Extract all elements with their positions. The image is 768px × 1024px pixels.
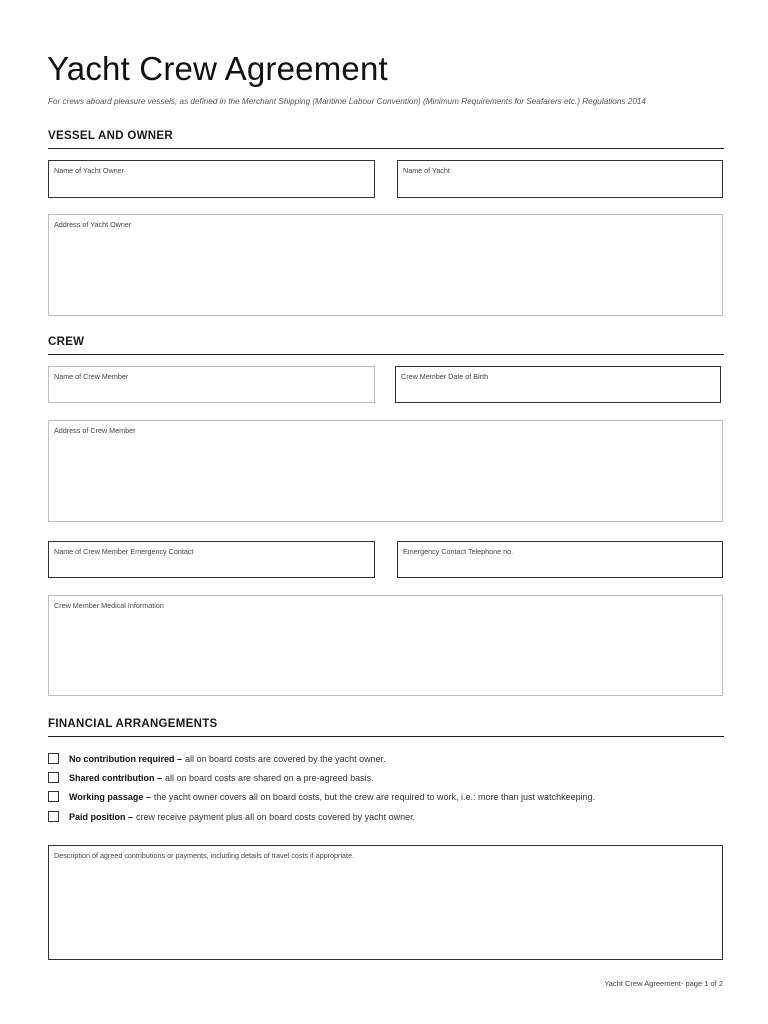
- yacht-name-field[interactable]: [397, 160, 723, 198]
- crew-address-field[interactable]: [48, 420, 723, 522]
- emergency-contact-label: Name of Crew Member Emergency Contact: [54, 547, 194, 556]
- medical-info-field[interactable]: [48, 595, 723, 696]
- owner-name-label: Name of Yacht Owner: [54, 166, 125, 175]
- option-title: Shared contribution –: [69, 772, 163, 783]
- shared-contribution-checkbox[interactable]: [48, 772, 59, 783]
- yacht-name-label: Name of Yacht: [403, 166, 450, 175]
- option-no-contribution: [48, 753, 386, 764]
- working-passage-checkbox[interactable]: [48, 791, 59, 802]
- option-text: the yacht owner covers all on board costs, but the crew are required to work, i.e.: more than just watchkeeping.: [153, 791, 596, 802]
- option-text: all on board costs are shared on a pre-agreed basis.: [165, 772, 374, 783]
- page-title: Yacht Crew Agreement: [47, 50, 388, 87]
- option-text: all on board costs are covered by the yacht owner.: [185, 753, 386, 764]
- section-heading-vessel: VESSEL AND OWNER: [48, 130, 724, 149]
- emergency-contact-field[interactable]: [48, 541, 375, 578]
- option-text: crew receive payment plus all on board costs covered by yacht owner.: [136, 811, 416, 822]
- contribution-description-field[interactable]: [48, 845, 723, 960]
- crew-dob-label: Crew Member Date of Birth: [401, 372, 489, 381]
- option-working-passage: [48, 791, 595, 802]
- paid-position-checkbox[interactable]: [48, 811, 59, 822]
- crew-name-field[interactable]: [48, 366, 375, 403]
- owner-name-field[interactable]: [48, 160, 375, 198]
- option-title: Paid position –: [69, 811, 134, 822]
- section-heading-crew: CREW: [48, 336, 724, 355]
- crew-name-label: Name of Crew Member: [54, 372, 129, 381]
- option-paid-position: [48, 811, 415, 822]
- owner-address-label: Address of Yacht Owner: [54, 220, 132, 229]
- crew-address-label: Address of Crew Member: [54, 426, 136, 435]
- no-contribution-checkbox[interactable]: [48, 753, 59, 764]
- emergency-phone-label: Emergency Contact Telephone no.: [403, 547, 514, 556]
- medical-info-label: Crew Member Medical Information: [54, 601, 164, 610]
- option-title: Working passage –: [69, 791, 151, 802]
- emergency-phone-field[interactable]: [397, 541, 723, 578]
- option-title: No contribution required –: [69, 753, 183, 764]
- page-footer: Yacht Crew Agreement- page 1 of 2: [604, 979, 723, 988]
- option-shared-contribution: [48, 772, 374, 783]
- owner-address-field[interactable]: [48, 214, 723, 316]
- crew-dob-field[interactable]: [395, 366, 721, 403]
- section-heading-financial: FINANCIAL ARRANGEMENTS: [48, 718, 724, 737]
- page-subtitle: For crews aboard pleasure vessels, as defined in the Merchant Shipping (Maritime Labour Convention) (Minimum Requirements for Seafarers etc.) Regulations 2014: [48, 97, 646, 106]
- contribution-description-label: Description of agreed contributions or payments, including details of travel costs if appropriate.: [54, 851, 355, 860]
